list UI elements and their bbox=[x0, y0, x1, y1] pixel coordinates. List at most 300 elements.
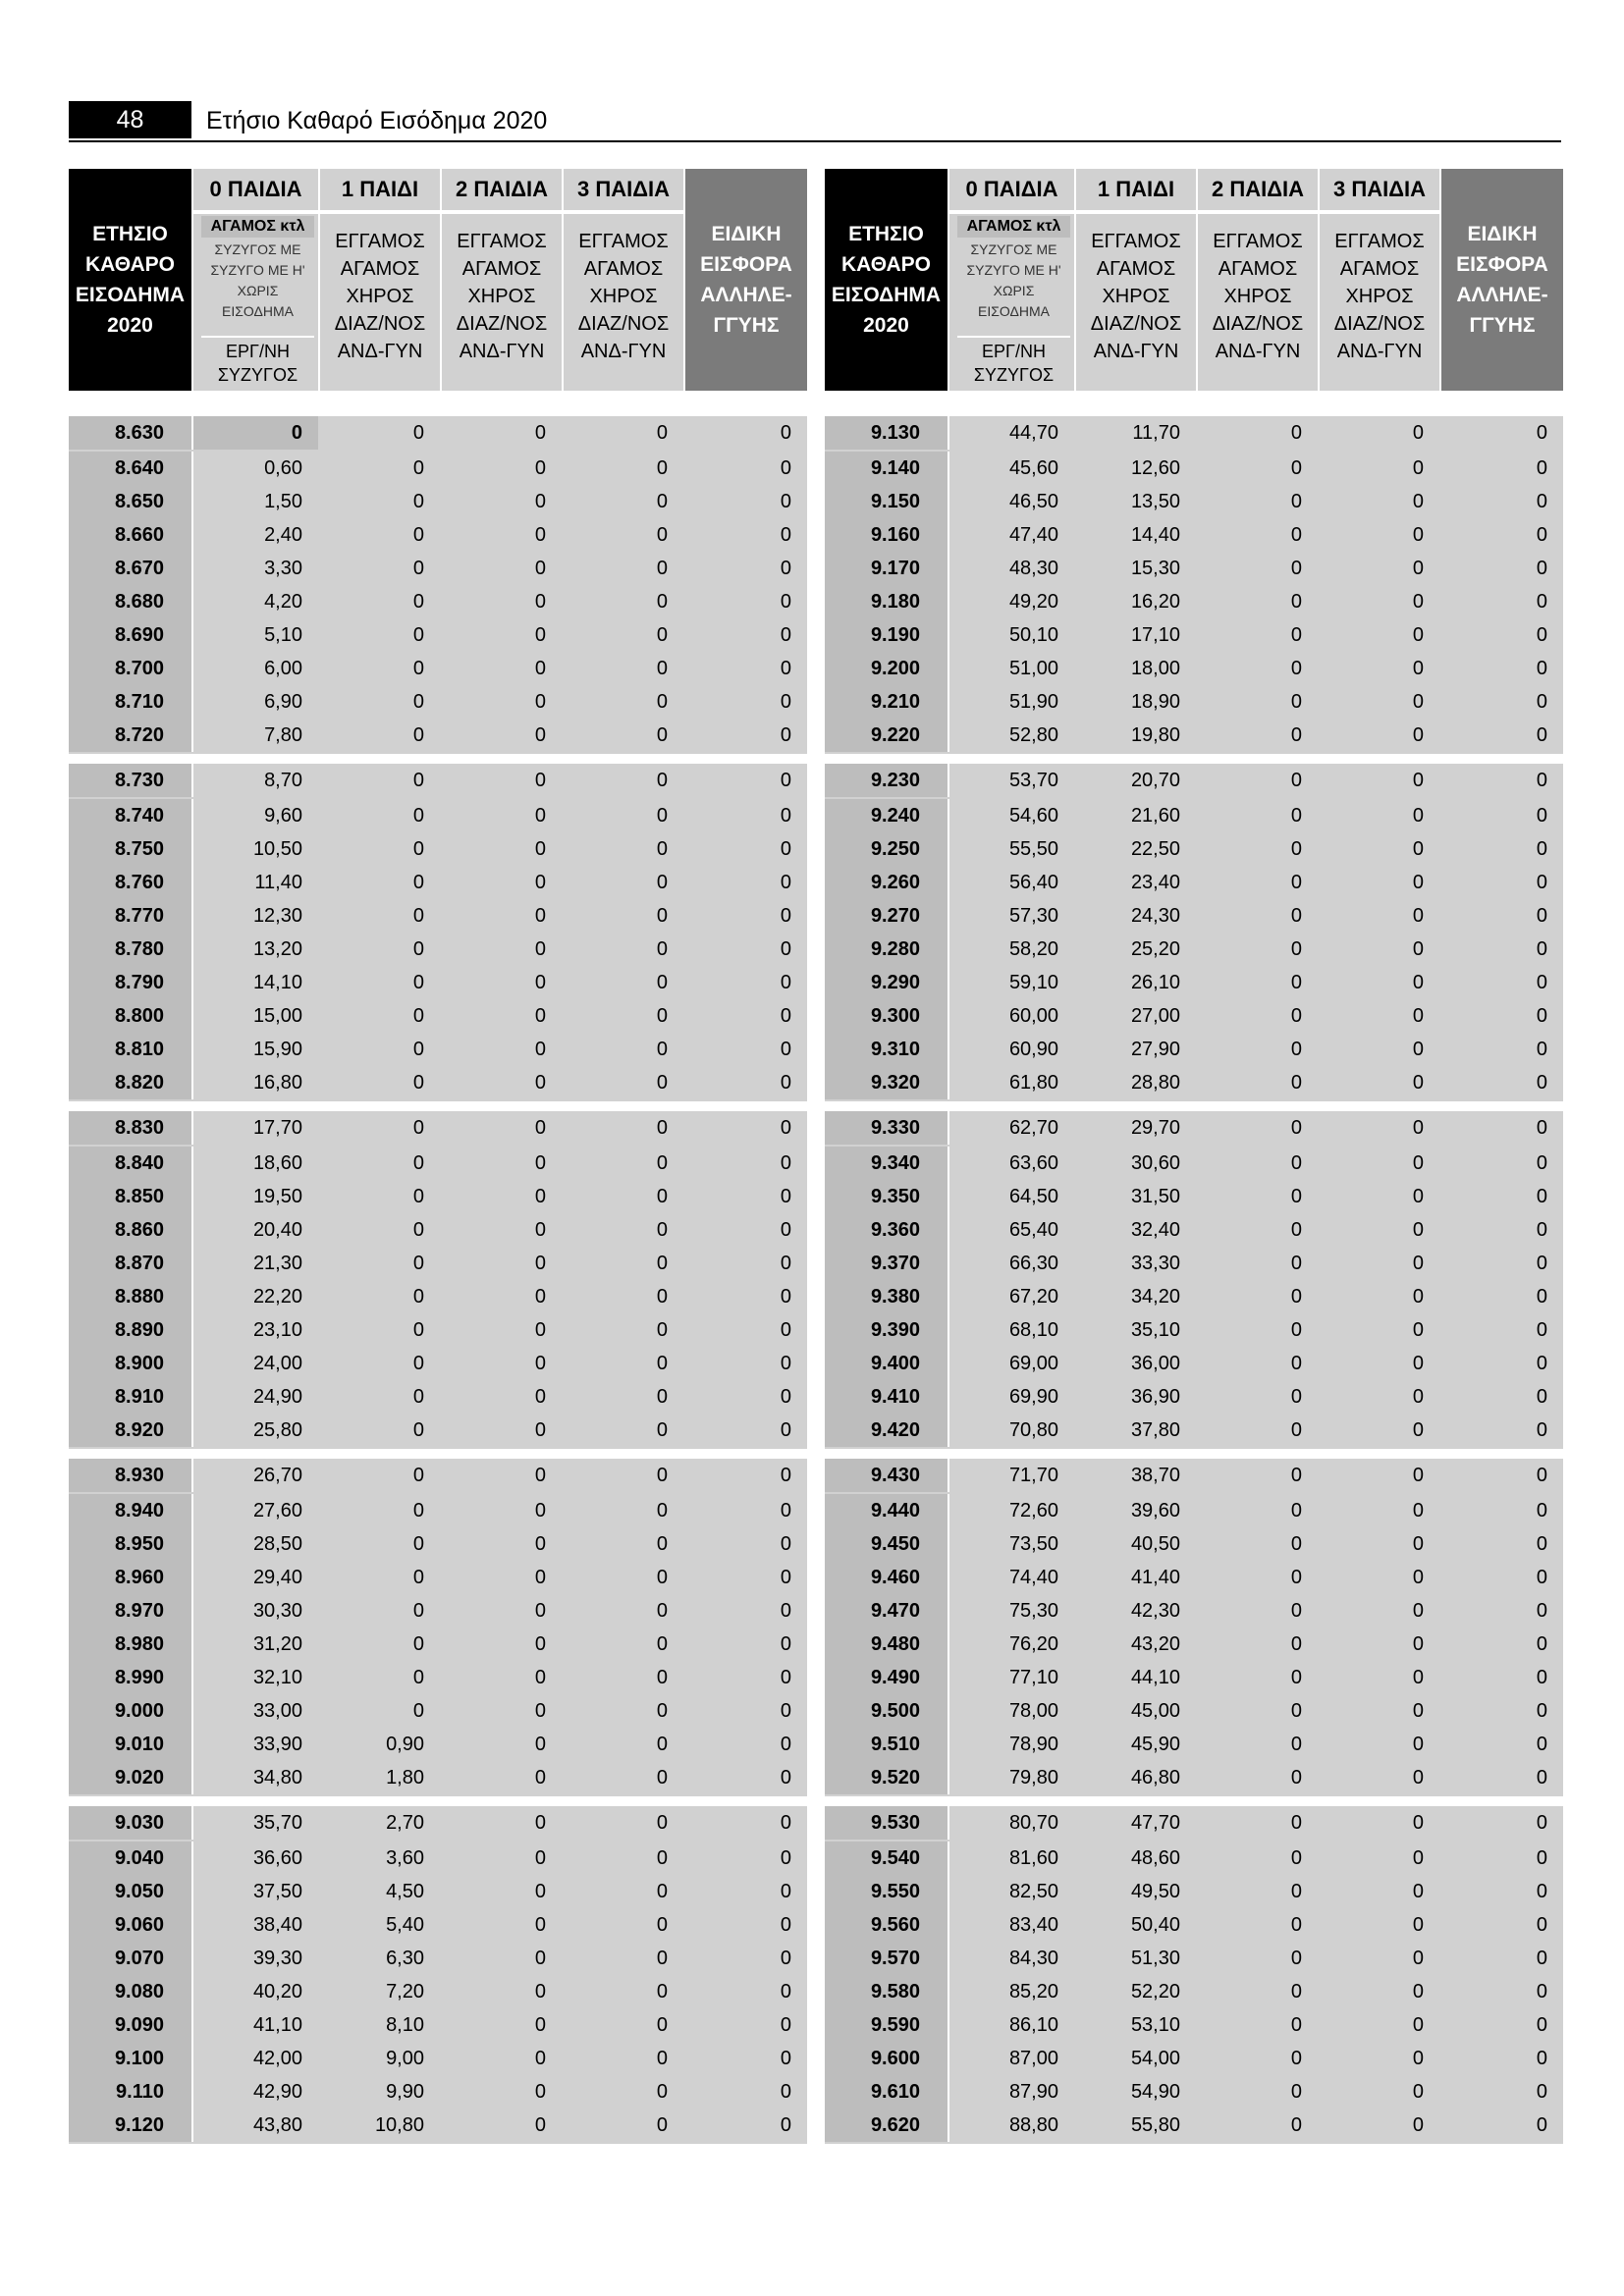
value-cell: 0 bbox=[1536, 591, 1547, 613]
value-cell: 0 bbox=[780, 1914, 791, 1936]
value-cell: 0 bbox=[534, 1319, 546, 1341]
table-row bbox=[825, 618, 1563, 652]
value-cell: 0 bbox=[780, 1600, 791, 1622]
value-cell: 0 bbox=[412, 1253, 424, 1274]
value-cell: 52,80 bbox=[947, 719, 1074, 752]
value-cell: 0 bbox=[1412, 1319, 1424, 1341]
value-cell: 0 bbox=[1536, 1253, 1547, 1274]
income-cell: 9.140 bbox=[825, 452, 947, 485]
value-cell: 44,10 bbox=[1130, 1667, 1180, 1688]
value-cell: 0 bbox=[1412, 1981, 1424, 2002]
value-cell: 54,60 bbox=[947, 799, 1074, 832]
value-cell: 47,40 bbox=[947, 518, 1074, 552]
value-cell: 73,50 bbox=[947, 1527, 1074, 1561]
table-row bbox=[69, 1066, 807, 1101]
value-cell: 34,80 bbox=[191, 1761, 318, 1794]
income-cell: 9.370 bbox=[825, 1247, 947, 1280]
income-cell: 9.150 bbox=[825, 485, 947, 518]
subheader-single: ΑΓΑΜΟΣ κτλ bbox=[957, 216, 1070, 238]
income-cell: 9.570 bbox=[825, 1942, 947, 1975]
value-cell: 0 bbox=[1290, 972, 1302, 993]
value-cell: 0 bbox=[1412, 1186, 1424, 1207]
value-cell: 0 bbox=[412, 658, 424, 679]
value-cell: 18,60 bbox=[191, 1147, 318, 1180]
header-0-children: 0 ΠΑΙΔΙΑ bbox=[947, 169, 1074, 210]
income-cell: 9.500 bbox=[825, 1694, 947, 1728]
value-cell: 82,50 bbox=[947, 1875, 1074, 1908]
income-cell: 8.840 bbox=[69, 1147, 191, 1180]
value-cell: 51,90 bbox=[947, 685, 1074, 719]
value-cell: 0 bbox=[1536, 1567, 1547, 1588]
value-cell: 0 bbox=[1290, 1005, 1302, 1027]
value-cell: 0 bbox=[656, 1219, 668, 1241]
value-cell: 0 bbox=[1412, 770, 1424, 791]
value-cell: 0 bbox=[1536, 1152, 1547, 1174]
income-cell: 8.820 bbox=[69, 1066, 191, 1099]
income-cell: 9.040 bbox=[69, 1842, 191, 1875]
value-cell: 0 bbox=[534, 1981, 546, 2002]
value-cell: 9,90 bbox=[386, 2081, 424, 2103]
value-cell: 0 bbox=[534, 1633, 546, 1655]
value-cell: 0 bbox=[780, 805, 791, 827]
value-cell: 2,40 bbox=[191, 518, 318, 552]
income-cell: 8.740 bbox=[69, 799, 191, 832]
table-row bbox=[825, 1213, 1563, 1247]
value-cell: 78,90 bbox=[947, 1728, 1074, 1761]
value-cell: 0 bbox=[534, 1500, 546, 1522]
value-cell: 14,10 bbox=[191, 966, 318, 999]
value-cell: 0 bbox=[656, 591, 668, 613]
income-cell: 9.250 bbox=[825, 832, 947, 866]
value-cell: 0 bbox=[780, 872, 791, 893]
value-cell: 0 bbox=[780, 691, 791, 713]
table-row bbox=[825, 1313, 1563, 1347]
table-row bbox=[69, 1180, 807, 1213]
income-cell: 8.710 bbox=[69, 685, 191, 719]
income-cell: 9.290 bbox=[825, 966, 947, 999]
table-row bbox=[69, 764, 807, 799]
value-cell: 0 bbox=[1412, 1353, 1424, 1374]
value-cell: 67,20 bbox=[947, 1280, 1074, 1313]
value-cell: 0 bbox=[780, 1881, 791, 1902]
income-cell: 9.330 bbox=[825, 1111, 947, 1145]
value-cell: 19,50 bbox=[191, 1180, 318, 1213]
value-cell: 0 bbox=[656, 1700, 668, 1722]
value-cell: 0 bbox=[1536, 1500, 1547, 1522]
value-cell: 48,30 bbox=[947, 552, 1074, 585]
value-cell: 0 bbox=[780, 1319, 791, 1341]
table-row bbox=[69, 1380, 807, 1414]
value-cell: 0 bbox=[534, 491, 546, 512]
value-cell: 27,60 bbox=[191, 1494, 318, 1527]
value-cell: 0 bbox=[534, 1914, 546, 1936]
value-cell: 0 bbox=[780, 1500, 791, 1522]
value-cell: 0 bbox=[780, 491, 791, 512]
value-cell: 0 bbox=[1412, 591, 1424, 613]
value-cell: 39,30 bbox=[191, 1942, 318, 1975]
income-cell: 9.550 bbox=[825, 1875, 947, 1908]
value-cell: 78,00 bbox=[947, 1694, 1074, 1728]
income-cell: 8.770 bbox=[69, 899, 191, 933]
table-row bbox=[69, 1661, 807, 1694]
value-cell: 0 bbox=[780, 1700, 791, 1722]
value-cell: 49,50 bbox=[1130, 1881, 1180, 1902]
income-cell: 9.160 bbox=[825, 518, 947, 552]
value-cell: 24,00 bbox=[191, 1347, 318, 1380]
value-cell: 5,40 bbox=[386, 1914, 424, 1936]
value-cell: 8,10 bbox=[386, 2014, 424, 2036]
value-cell: 0 bbox=[1536, 770, 1547, 791]
value-cell: 24,30 bbox=[1130, 905, 1180, 927]
value-cell: 18,90 bbox=[1130, 691, 1180, 713]
table-row bbox=[69, 452, 807, 485]
income-cell: 9.400 bbox=[825, 1347, 947, 1380]
value-cell: 29,40 bbox=[191, 1561, 318, 1594]
value-cell: 0 bbox=[656, 1353, 668, 1374]
value-cell: 60,00 bbox=[947, 999, 1074, 1033]
subheader-2-children: ΕΓΓΑΜΟΣ ΑΓΑΜΟΣ ΧΗΡΟΣ ΔΙΑΖ/ΝΟΣ ΑΝΔ-ΓΥΝ bbox=[1196, 214, 1318, 391]
value-cell: 7,20 bbox=[386, 1981, 424, 2002]
value-cell: 72,60 bbox=[947, 1494, 1074, 1527]
value-cell: 17,70 bbox=[191, 1111, 318, 1145]
table-row bbox=[825, 1561, 1563, 1594]
value-cell: 11,40 bbox=[191, 866, 318, 899]
value-cell: 0 bbox=[1290, 1981, 1302, 2002]
value-cell: 0 bbox=[1536, 1767, 1547, 1789]
value-cell: 0 bbox=[534, 805, 546, 827]
value-cell: 0 bbox=[412, 1219, 424, 1241]
value-cell: 54,00 bbox=[1130, 2048, 1180, 2069]
value-cell: 27,90 bbox=[1130, 1039, 1180, 1060]
value-cell: 84,30 bbox=[947, 1942, 1074, 1975]
value-cell: 0 bbox=[534, 691, 546, 713]
value-cell: 0 bbox=[1290, 658, 1302, 679]
value-cell: 56,40 bbox=[947, 866, 1074, 899]
value-cell: 42,30 bbox=[1130, 1600, 1180, 1622]
table-row bbox=[69, 1459, 807, 1494]
value-cell: 0 bbox=[1290, 1667, 1302, 1688]
value-cell: 22,20 bbox=[191, 1280, 318, 1313]
row-group bbox=[69, 1806, 807, 2144]
value-cell: 0 bbox=[534, 1419, 546, 1441]
value-cell: 0 bbox=[656, 1533, 668, 1555]
income-cell: 9.480 bbox=[825, 1628, 947, 1661]
value-cell: 71,70 bbox=[947, 1459, 1074, 1492]
value-cell: 0 bbox=[1536, 1319, 1547, 1341]
income-cell: 8.880 bbox=[69, 1280, 191, 1313]
value-cell: 5,10 bbox=[191, 618, 318, 652]
value-cell: 0 bbox=[656, 905, 668, 927]
income-cell: 9.020 bbox=[69, 1761, 191, 1794]
value-cell: 0 bbox=[1536, 624, 1547, 646]
value-cell: 77,10 bbox=[947, 1661, 1074, 1694]
value-cell: 0 bbox=[1412, 1567, 1424, 1588]
value-cell: 36,00 bbox=[1130, 1353, 1180, 1374]
subheader-1-child: ΕΓΓΑΜΟΣ ΑΓΑΜΟΣ ΧΗΡΟΣ ΔΙΑΖ/ΝΟΣ ΑΝΔ-ΓΥΝ bbox=[318, 214, 440, 391]
value-cell: 0 bbox=[412, 1072, 424, 1094]
table-row bbox=[69, 1594, 807, 1628]
income-cell: 9.300 bbox=[825, 999, 947, 1033]
value-cell: 1,50 bbox=[191, 485, 318, 518]
income-cell: 9.390 bbox=[825, 1313, 947, 1347]
value-cell: 25,80 bbox=[191, 1414, 318, 1447]
header-1-child: 1 ΠΑΙΔΙ bbox=[1074, 169, 1196, 210]
value-cell: 0 bbox=[656, 1734, 668, 1755]
value-cell: 0 bbox=[656, 1847, 668, 1869]
value-cell: 0 bbox=[656, 972, 668, 993]
value-cell: 0 bbox=[1412, 1914, 1424, 1936]
value-cell: 0 bbox=[534, 872, 546, 893]
value-cell: 75,30 bbox=[947, 1594, 1074, 1628]
value-cell: 0 bbox=[780, 2114, 791, 2136]
value-cell: 0 bbox=[1536, 2048, 1547, 2069]
value-cell: 0 bbox=[780, 658, 791, 679]
value-cell: 0 bbox=[1536, 558, 1547, 579]
table-row bbox=[825, 966, 1563, 999]
value-cell: 0 bbox=[656, 1567, 668, 1588]
income-cell: 9.060 bbox=[69, 1908, 191, 1942]
value-cell: 0 bbox=[412, 1319, 424, 1341]
table-row bbox=[69, 832, 807, 866]
income-cell: 9.100 bbox=[69, 2042, 191, 2075]
subheader-single: ΑΓΑΜΟΣ κτλ bbox=[201, 216, 314, 238]
table-row bbox=[825, 1661, 1563, 1694]
value-cell: 34,20 bbox=[1130, 1286, 1180, 1308]
value-cell: 0 bbox=[534, 1600, 546, 1622]
income-cell: 9.420 bbox=[825, 1414, 947, 1447]
table-row bbox=[69, 1247, 807, 1280]
value-cell: 0 bbox=[1536, 1219, 1547, 1241]
value-cell: 0 bbox=[412, 558, 424, 579]
table-row bbox=[69, 1494, 807, 1527]
value-cell: 0 bbox=[780, 1152, 791, 1174]
value-cell: 0 bbox=[412, 1286, 424, 1308]
value-cell: 0 bbox=[780, 1186, 791, 1207]
value-cell: 61,80 bbox=[947, 1066, 1074, 1099]
value-cell: 0 bbox=[534, 2081, 546, 2103]
income-cell: 9.080 bbox=[69, 1975, 191, 2008]
value-cell: 0 bbox=[1412, 1219, 1424, 1241]
value-cell: 0 bbox=[1536, 2081, 1547, 2103]
value-cell: 0 bbox=[1412, 457, 1424, 479]
value-cell: 0 bbox=[534, 1386, 546, 1408]
value-cell: 0 bbox=[1412, 1500, 1424, 1522]
value-cell: 0 bbox=[656, 1767, 668, 1789]
table-row bbox=[825, 416, 1563, 452]
solidarity-contribution-header: ΕΙΔΙΚΗ ΕΙΣΦΟΡΑ ΑΛΛΗΛΕ- ΓΓΥΗΣ bbox=[683, 169, 807, 391]
subheader-3-children: ΕΓΓΑΜΟΣ ΑΓΑΜΟΣ ΧΗΡΟΣ ΔΙΑΖ/ΝΟΣ ΑΝΔ-ΓΥΝ bbox=[1318, 214, 1439, 391]
value-cell: 0 bbox=[534, 1533, 546, 1555]
value-cell: 0 bbox=[780, 724, 791, 746]
value-cell: 0 bbox=[1412, 1700, 1424, 1722]
value-cell: 0 bbox=[534, 1186, 546, 1207]
income-cell: 8.810 bbox=[69, 1033, 191, 1066]
value-cell: 0 bbox=[656, 1253, 668, 1274]
table-row bbox=[69, 1728, 807, 1761]
value-cell: 0 bbox=[780, 1981, 791, 2002]
value-cell: 45,60 bbox=[947, 452, 1074, 485]
value-cell: 0 bbox=[412, 1500, 424, 1522]
page-header bbox=[69, 101, 1561, 142]
value-cell: 33,30 bbox=[1130, 1253, 1180, 1274]
value-cell: 0 bbox=[656, 2048, 668, 2069]
income-cell: 9.620 bbox=[825, 2109, 947, 2142]
table-row bbox=[825, 1842, 1563, 1875]
value-cell: 0 bbox=[656, 1072, 668, 1094]
value-cell: 0 bbox=[780, 558, 791, 579]
value-cell: 18,00 bbox=[1130, 658, 1180, 679]
table-row bbox=[825, 1527, 1563, 1561]
row-group bbox=[69, 416, 807, 754]
value-cell: 0 bbox=[1536, 805, 1547, 827]
row-group bbox=[69, 1459, 807, 1796]
value-cell: 26,70 bbox=[191, 1459, 318, 1492]
table-row bbox=[825, 552, 1563, 585]
value-cell: 37,80 bbox=[1130, 1419, 1180, 1441]
value-cell: 0 bbox=[412, 770, 424, 791]
value-cell: 0 bbox=[534, 724, 546, 746]
table-row bbox=[825, 1875, 1563, 1908]
value-cell: 0 bbox=[534, 624, 546, 646]
table-row bbox=[69, 2109, 807, 2144]
value-cell: 0 bbox=[1536, 1419, 1547, 1441]
value-cell: 0 bbox=[656, 1319, 668, 1341]
value-cell: 12,30 bbox=[191, 899, 318, 933]
value-cell: 0 bbox=[1536, 872, 1547, 893]
table-row bbox=[69, 1942, 807, 1975]
income-cell: 9.010 bbox=[69, 1728, 191, 1761]
value-cell: 0 bbox=[1536, 491, 1547, 512]
table-row bbox=[825, 1347, 1563, 1380]
value-cell: 0 bbox=[1412, 491, 1424, 512]
table-row bbox=[825, 1494, 1563, 1527]
value-cell: 29,70 bbox=[1130, 1117, 1180, 1139]
value-cell: 3,60 bbox=[386, 1847, 424, 1869]
value-cell: 0 bbox=[412, 1567, 424, 1588]
value-cell: 0 bbox=[656, 1881, 668, 1902]
value-cell: 0 bbox=[534, 1767, 546, 1789]
value-cell: 51,30 bbox=[1130, 1948, 1180, 1969]
value-cell: 0 bbox=[534, 838, 546, 860]
table-row bbox=[825, 1147, 1563, 1180]
table-row bbox=[69, 485, 807, 518]
value-cell: 0 bbox=[534, 1847, 546, 1869]
value-cell: 10,80 bbox=[374, 2114, 424, 2136]
value-cell: 0 bbox=[1290, 1633, 1302, 1655]
header-3-children: 3 ΠΑΙΔΙΑ bbox=[1318, 169, 1439, 210]
table-row bbox=[825, 2008, 1563, 2042]
value-cell: 0 bbox=[656, 2014, 668, 2036]
table-row bbox=[69, 719, 807, 754]
value-cell: 80,70 bbox=[947, 1806, 1074, 1840]
income-cell: 8.930 bbox=[69, 1459, 191, 1492]
value-cell: 2,70 bbox=[386, 1812, 424, 1834]
value-cell: 0 bbox=[1412, 905, 1424, 927]
page-number: 48 bbox=[69, 101, 191, 138]
subheader-3-children: ΕΓΓΑΜΟΣ ΑΓΑΜΟΣ ΧΗΡΟΣ ΔΙΑΖ/ΝΟΣ ΑΝΔ-ΓΥΝ bbox=[562, 214, 683, 391]
value-cell: 0 bbox=[1290, 1117, 1302, 1139]
value-cell: 0 bbox=[534, 1353, 546, 1374]
table-row bbox=[69, 552, 807, 585]
income-cell: 9.210 bbox=[825, 685, 947, 719]
value-cell: 0 bbox=[1412, 872, 1424, 893]
row-group bbox=[825, 764, 1563, 1101]
value-cell: 0 bbox=[780, 422, 791, 444]
table-row bbox=[825, 999, 1563, 1033]
income-cell: 9.350 bbox=[825, 1180, 947, 1213]
income-cell: 9.090 bbox=[69, 2008, 191, 2042]
value-cell: 0 bbox=[1412, 1039, 1424, 1060]
table-row bbox=[69, 899, 807, 933]
value-cell: 0 bbox=[412, 1039, 424, 1060]
value-cell: 0 bbox=[412, 1386, 424, 1408]
value-cell: 0 bbox=[1290, 524, 1302, 546]
value-cell: 0 bbox=[656, 1667, 668, 1688]
value-cell: 0 bbox=[191, 416, 318, 450]
value-cell: 0 bbox=[1412, 938, 1424, 960]
value-cell: 0 bbox=[534, 1667, 546, 1688]
table-header bbox=[825, 169, 1563, 391]
table-row bbox=[825, 719, 1563, 754]
value-cell: 0 bbox=[1536, 691, 1547, 713]
income-cell: 9.450 bbox=[825, 1527, 947, 1561]
value-cell: 43,20 bbox=[1130, 1633, 1180, 1655]
value-cell: 36,90 bbox=[1130, 1386, 1180, 1408]
value-cell: 0 bbox=[412, 1005, 424, 1027]
value-cell: 0 bbox=[1290, 691, 1302, 713]
value-cell: 0 bbox=[656, 1005, 668, 1027]
value-cell: 0 bbox=[534, 558, 546, 579]
table-row bbox=[69, 999, 807, 1033]
header-3-children: 3 ΠΑΙΔΙΑ bbox=[562, 169, 683, 210]
value-cell: 0 bbox=[1290, 1186, 1302, 1207]
value-cell: 69,90 bbox=[947, 1380, 1074, 1414]
value-cell: 0 bbox=[780, 1667, 791, 1688]
value-cell: 30,30 bbox=[191, 1594, 318, 1628]
value-cell: 79,80 bbox=[947, 1761, 1074, 1794]
value-cell: 0,60 bbox=[191, 452, 318, 485]
value-cell: 0 bbox=[1290, 1914, 1302, 1936]
value-cell: 0 bbox=[1412, 1881, 1424, 1902]
value-cell: 0 bbox=[534, 2114, 546, 2136]
value-cell: 4,20 bbox=[191, 585, 318, 618]
table-row bbox=[825, 1942, 1563, 1975]
value-cell: 0 bbox=[1290, 1286, 1302, 1308]
value-cell: 6,30 bbox=[386, 1948, 424, 1969]
table-row bbox=[825, 1066, 1563, 1101]
value-cell: 0 bbox=[656, 1117, 668, 1139]
value-cell: 0 bbox=[656, 1419, 668, 1441]
table-row bbox=[69, 1280, 807, 1313]
income-cell: 9.270 bbox=[825, 899, 947, 933]
value-cell: 62,70 bbox=[947, 1111, 1074, 1145]
value-cell: 0 bbox=[1536, 972, 1547, 993]
value-cell: 0 bbox=[656, 770, 668, 791]
value-cell: 0 bbox=[1412, 1386, 1424, 1408]
value-cell: 45,90 bbox=[1130, 1734, 1180, 1755]
value-cell: 0 bbox=[1412, 1286, 1424, 1308]
table-row bbox=[825, 2042, 1563, 2075]
value-cell: 51,00 bbox=[947, 652, 1074, 685]
value-cell: 0 bbox=[1536, 1039, 1547, 1060]
table-row bbox=[825, 1247, 1563, 1280]
value-cell: 13,20 bbox=[191, 933, 318, 966]
value-cell: 0 bbox=[1412, 972, 1424, 993]
value-cell: 54,90 bbox=[1130, 2081, 1180, 2103]
value-cell: 27,00 bbox=[1130, 1005, 1180, 1027]
table-row bbox=[825, 1180, 1563, 1213]
value-cell: 0 bbox=[656, 1812, 668, 1834]
